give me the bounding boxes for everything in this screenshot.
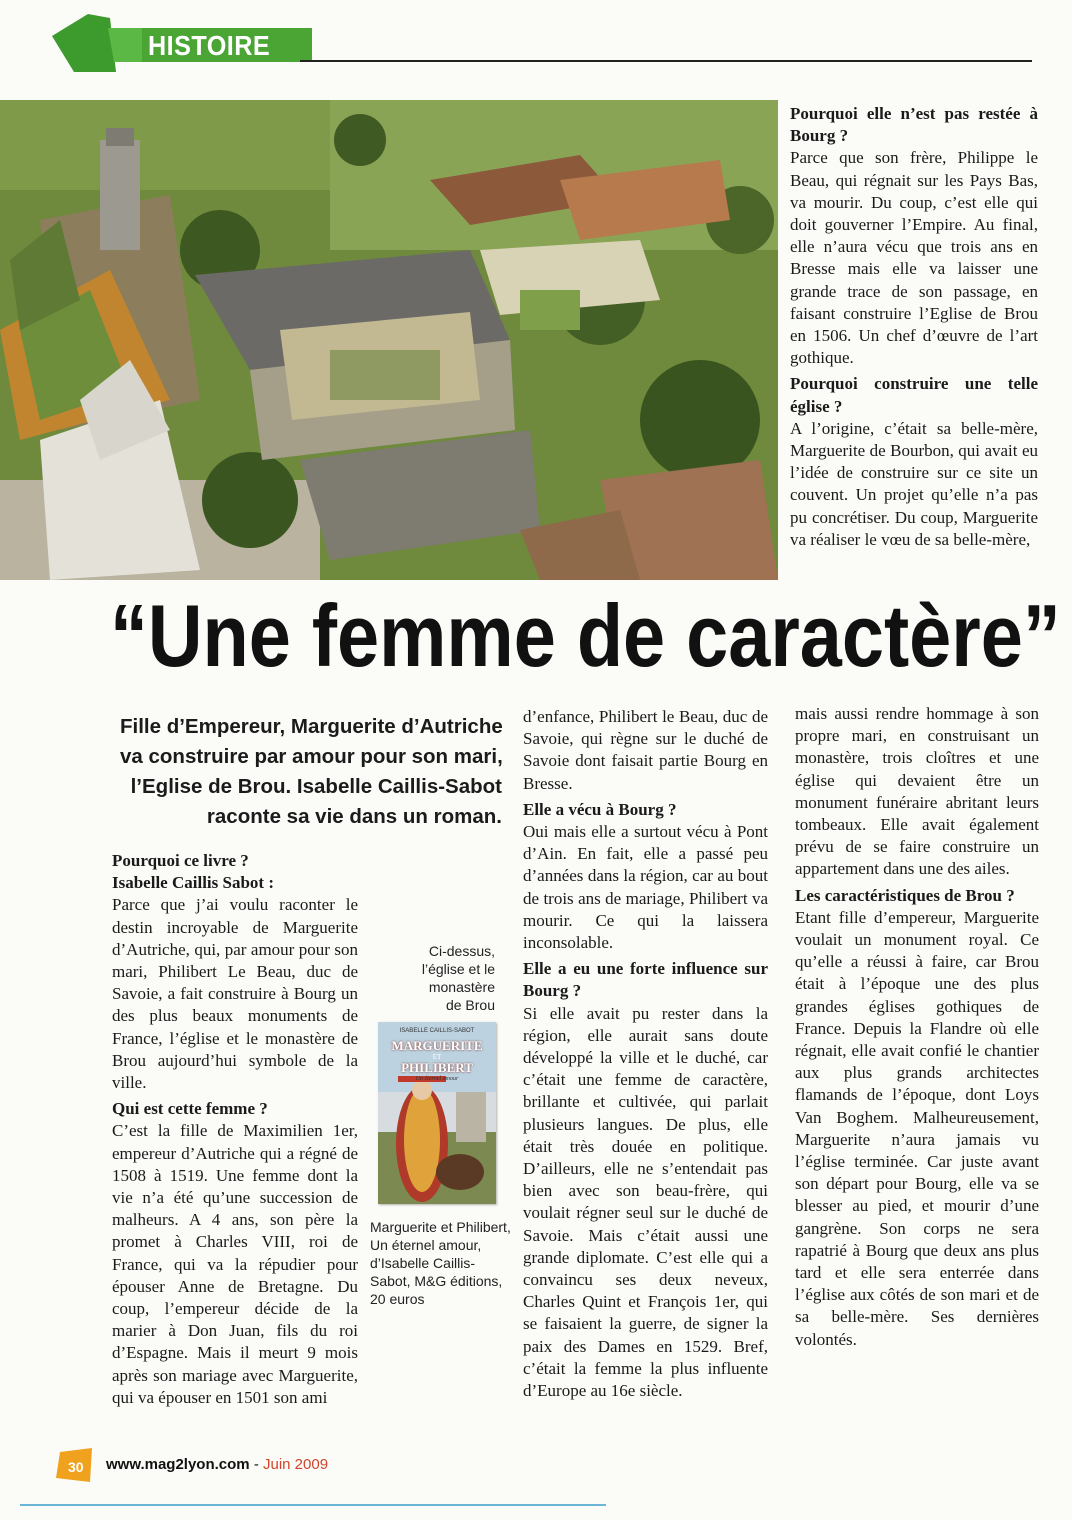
question-heading: Elle a eu une forte influence sur Bourg ?: [523, 959, 768, 1001]
article-column-1: [112, 850, 358, 1409]
answer-text: Etant fille d’empereur, Marguerite voulait un monument royal. Ce qu’elle a réussi à faire, car Brou était à l’époque une des plus grandes églises gothiques de France. Depuis la Flandre où elle régnait, elle avait confié le chantier aux plus grands architectes flamands de l’époque, dont Loys Van Boghem. Malheureusement, Marguerite n’aura jamais vu l’église terminée. Car juste avant son départ pour Bourg, elle va se blesser au pied, et mourir d’une gangrène. Son corps ne sera rapatrié à Bourg que deux ans plus tard et elle sera enterrée dans l’église aux côtés de son mari et de sa belle-mère. Ses dernières volontés.: [795, 907, 1039, 1349]
footer-rule: [20, 1504, 606, 1506]
book-title-2: ET: [432, 1053, 442, 1061]
answer-text: C’est la fille de Maximilien 1er, empereur d’Autriche qui a régné de 1508 à 1519. Une femme dont la vie n’a été qu’une succession de malheurs. A 4 ans, son père la promet à Charles VIII, roi de France, qui va la répudier pour épouser Anne de Bretagne. Du coup, l’empereur décide de la marier à Don Juan, fils du roi d’Espagne. Mais il meurt 9 mois après son mariage avec Marguerite, qui va épouser en 1501 son ami: [112, 1121, 358, 1407]
photo-caption: [400, 942, 495, 1014]
footer-date: Juin 2009: [263, 1456, 329, 1473]
caption-line: Sabot, M&G éditions,: [370, 1273, 503, 1289]
footer-separator: -: [249, 1456, 263, 1473]
caption-line: d’Isabelle Caillis-: [370, 1255, 476, 1271]
page-number: 30: [68, 1459, 84, 1475]
caption-line: 20 euros: [370, 1291, 425, 1307]
caption-line: monastère: [428, 979, 495, 995]
answer-text: A l’origine, c’était sa belle-mère, Marguerite de Bourbon, qui avait eu l’idée de construire sur ce site un couvent. Un projet qu’elle n’a pas pu concrétiser. Du coup, Marguerite va réaliser le vœu de sa belle-mère,: [790, 418, 1038, 549]
lead-line: Fille d’Empereur, Marguerite d’Autriche: [120, 715, 503, 738]
footer-credit: [106, 1456, 328, 1473]
answer-text: mais aussi rendre hommage à son propre mari, en construisant un monastère, trois cloîtres et une église qui devaient être un monument funéraire abritant leurs tombeaux. Elle avait également prévu de se faire construire un appartement dans une des ailes.: [795, 704, 1039, 879]
question-heading: Pourquoi ce livre ?: [112, 851, 249, 870]
answer-text: Oui mais elle a surtout vécu à Pont d’Ain. En fait, elle a passé peu d’années dans la région, car au bout de trois ans de mariage, Philibert va mourir. Ce qui la laissera inconsolable.: [523, 822, 768, 953]
book-author: ISABELLE CAILLIS-SABOT: [399, 1028, 475, 1034]
caption-line: Un éternel amour,: [370, 1237, 482, 1253]
caption-line: Ci-dessus,: [428, 943, 495, 959]
caption-line: de Brou: [445, 997, 495, 1013]
caption-line: l’église et le: [421, 961, 495, 977]
question-heading: Les caractéristiques de Brou ?: [795, 885, 1015, 905]
footer-website: www.mag2lyon.com: [106, 1456, 250, 1473]
book-cover-image: [378, 1022, 496, 1204]
answer-text: Parce que son frère, Philippe le Beau, qui régnait sur les Pays Bas, va mourir. Du coup, c’est elle qui doit gouverner l’Empire. Au final, elle n’aura vécu que trois ans en Bresse mais elle va laisser une grande trace de son passage, en faisant construire l’Eglise de Brou en 1506. Un chef d’œuvre de l’art gothique.: [790, 148, 1038, 368]
section-title: HISTOIRE: [148, 30, 271, 61]
caption-line: Marguerite et Philibert,: [370, 1219, 511, 1235]
question-heading: Pourquoi construire une telle église ?: [790, 374, 1038, 416]
question-heading: Pourquoi elle n’est pas restée à Bourg ?: [790, 104, 1038, 146]
article-lead: [120, 712, 502, 832]
header-rule: [300, 60, 1032, 62]
answer-text: Parce que j’ai voulu raconter le destin incroyable de Marguerite d’Autriche, qui, par amour pour son mari, Philibert Le Beau, duc de Savoie, a fait construire à Bourg un des plus beaux monuments de France, l’église et le monastère de Brou aujourd’hui symbole de la ville.: [112, 895, 358, 1093]
article-column-top-right: [790, 103, 1038, 551]
aerial-photo-brou: [0, 100, 778, 580]
book-title-1: MARGUERITE: [391, 1038, 483, 1053]
question-heading: Qui est cette femme ?: [112, 1099, 268, 1119]
lead-line: raconte sa vie dans un roman.: [206, 805, 502, 828]
book-caption: [370, 1218, 512, 1308]
article-column-3: [795, 703, 1039, 1351]
lead-line: l’Eglise de Brou. Isabelle Caillis-Sabot: [130, 775, 502, 798]
speaker-name: Isabelle Caillis Sabot :: [112, 873, 274, 893]
book-title-3: PHILIBERT: [401, 1060, 473, 1075]
lead-line: va construire par amour pour son mari,: [120, 745, 503, 768]
question-heading: Elle a vécu à Bourg ?: [523, 799, 677, 819]
article-column-2: [523, 706, 768, 1402]
book-subtitle: Un éternel amour: [415, 1076, 459, 1082]
answer-text: Si elle avait pu rester dans la région, elle aurait sans doute développé la ville et le duché, car c’était une femme de caractère, brillante et cultivée, qui parlait plusieurs langues. De plus, elle était très douée en politique. D’ailleurs, elle ne s’entendait pas bien avec son beau-frère, qui voulait régner seul sur le duché de Savoie. Mais c’était aussi une grande diplomate. C’est elle qui a convaincu ses deux neveux, Charles Quint et François 1er, qui se faisaient la guerre, de signer la paix des Dames en 1529. Bref, c’était la femme la plus influente d’Europe au 16e siècle.: [523, 1003, 768, 1401]
answer-text: d’enfance, Philibert le Beau, duc de Savoie, qui règne sur le duché de Savoie dont faisait partie Bourg en Bresse.: [523, 707, 768, 793]
article-headline: “Une femme de caractère”: [110, 586, 1061, 685]
